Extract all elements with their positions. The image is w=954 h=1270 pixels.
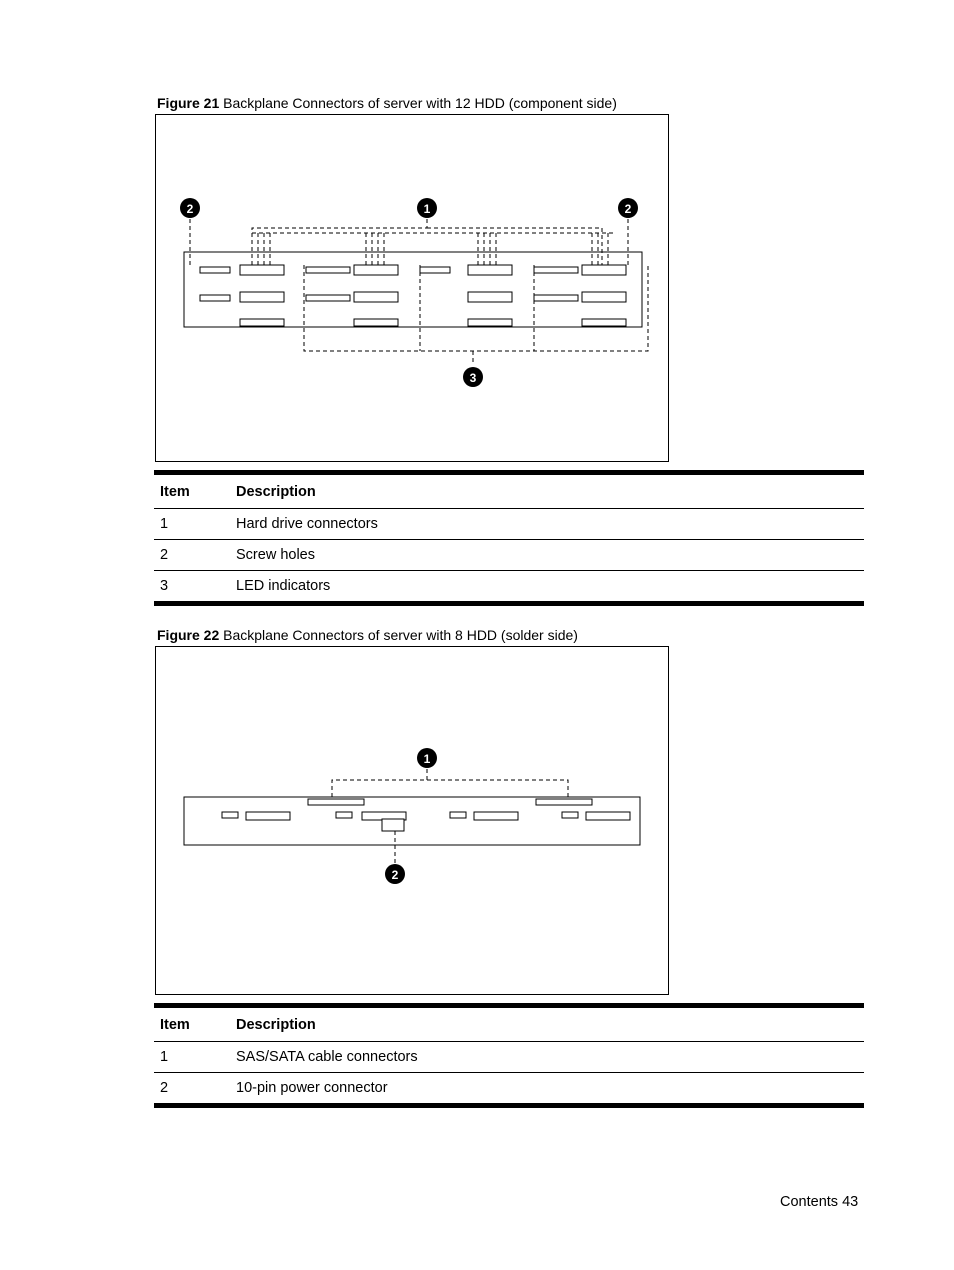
item-number: 3 <box>154 571 230 604</box>
figure-22-diagram <box>155 646 669 995</box>
svg-text:1: 1 <box>423 202 431 216</box>
page-footer: Contents 43 <box>780 1194 859 1210</box>
callout-1-icon <box>417 748 437 768</box>
table-row <box>154 540 864 571</box>
column-header-item: Item <box>154 1006 230 1042</box>
figure-21-caption <box>157 95 617 111</box>
item-description: Hard drive connectors <box>230 509 864 540</box>
item-number: 2 <box>154 1073 230 1106</box>
callout-2-icon <box>385 864 405 884</box>
item-number: 2 <box>154 540 230 571</box>
item-number: 1 <box>154 1042 230 1073</box>
table-row <box>154 509 864 540</box>
column-header-item: Item <box>154 473 230 509</box>
figure-22-legend-table <box>154 1003 864 1108</box>
svg-text:3: 3 <box>469 371 477 385</box>
table-row <box>154 571 864 604</box>
callout-1-icon <box>417 198 437 218</box>
svg-text:2: 2 <box>186 202 194 216</box>
figure-22-label: Figure 22 <box>157 627 220 643</box>
column-header-description: Description <box>230 1006 864 1042</box>
svg-text:2: 2 <box>624 202 632 216</box>
callout-2-left-icon <box>180 198 200 218</box>
item-number: 1 <box>154 509 230 540</box>
callout-2-right-icon <box>618 198 638 218</box>
item-description: LED indicators <box>230 571 864 604</box>
figure-21-legend-table <box>154 470 864 606</box>
callout-3-icon <box>463 367 483 387</box>
figure-22-caption <box>157 627 578 643</box>
figure-21-label: Figure 21 <box>157 95 220 111</box>
item-description: Screw holes <box>230 540 864 571</box>
column-header-description: Description <box>230 473 864 509</box>
table-row <box>154 1042 864 1073</box>
table-header-row <box>154 473 864 509</box>
table-header-row <box>154 1006 864 1042</box>
svg-text:1: 1 <box>423 752 431 766</box>
figure-21-diagram <box>155 114 669 462</box>
item-description: 10-pin power connector <box>230 1073 864 1106</box>
table-row <box>154 1073 864 1106</box>
item-description: SAS/SATA cable connectors <box>230 1042 864 1073</box>
svg-text:2: 2 <box>391 868 399 882</box>
figure-21-title: Backplane Connectors of server with 12 HDD (component side) <box>223 95 617 111</box>
figure-22-title: Backplane Connectors of server with 8 HDD (solder side) <box>223 627 578 643</box>
